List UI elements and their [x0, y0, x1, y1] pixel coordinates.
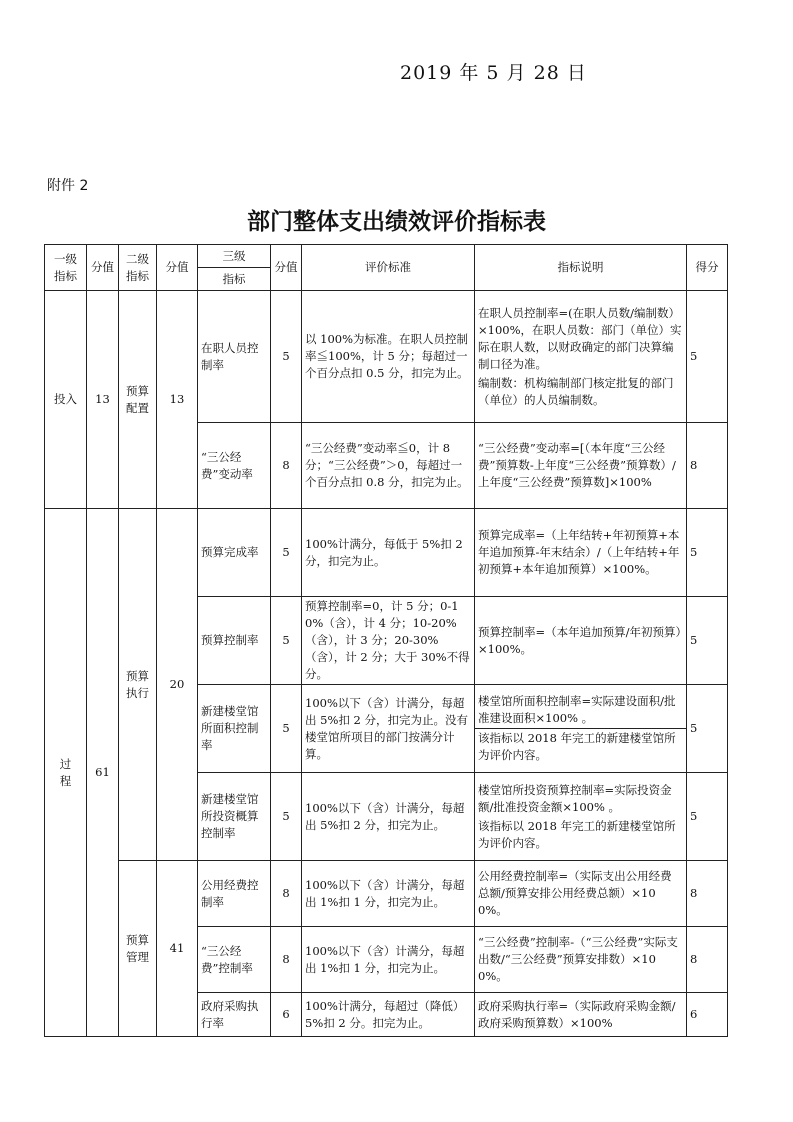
group-input-name: 投入	[45, 291, 87, 509]
description-text-2: 编制数：机构编制部门核定批复的部门（单位）的人员编制数。	[478, 375, 674, 407]
header-score1: 分值	[87, 245, 119, 291]
description-text-2: 该指标以 2018 年完工的新建楼堂馆所为评价内容。	[478, 731, 676, 762]
indicator-score: 5	[271, 509, 302, 597]
indicator-score: 8	[271, 861, 302, 927]
header-criteria: 评价标准	[302, 245, 475, 291]
table-row	[45, 861, 728, 927]
indicator-name: “三公经费”变动率	[198, 423, 271, 509]
header-level3-top: 三级	[198, 245, 271, 268]
description-text: 在职人员控制率=(在职人员数/编制数）×100%，在职人员数：部门（单位）实际在职人数，以财政确定的部门决算编制口径为准。	[478, 305, 682, 371]
indicator-score: 8	[271, 927, 302, 993]
indicator-score: 5	[271, 597, 302, 685]
description-text: 楼堂馆所投资预算控制率=实际投资金额/批准投资金额×100% 。	[478, 782, 672, 814]
group-budget-config-name: 预算配置	[119, 291, 157, 509]
group-process-name-line1: 过	[59, 756, 72, 771]
indicator-score: 8	[271, 423, 302, 509]
result-cell: 5	[687, 291, 728, 423]
header-result: 得分	[687, 245, 728, 291]
result-cell: 5	[687, 773, 728, 861]
document-date: 2019 年 5 月 28 日	[400, 62, 587, 84]
result-cell: 5	[687, 685, 728, 773]
group-budget-mgmt-score: 41	[157, 861, 198, 1037]
description-text: 楼堂馆所面积控制率=实际建设面积/批准建设面积×100% 。	[475, 692, 686, 729]
criteria-cell: 100%以下（含）计满分，每超出 5%扣 2 分，扣完为止。没有楼堂馆所项目的部门按满分计算。	[302, 685, 475, 773]
indicator-name: 新建楼堂馆所面积控制率	[198, 685, 271, 773]
header-level2-line1: 二级	[126, 251, 149, 266]
attachment-label: 附件 2	[47, 178, 89, 194]
table-row	[45, 291, 728, 423]
header-description: 指标说明	[475, 245, 687, 291]
indicator-name: 政府采购执行率	[198, 993, 271, 1037]
criteria-cell: 100%计满分，每低于 5%扣 2 分，扣完为止。	[302, 509, 475, 597]
document-title: 部门整体支出绩效评价指标表	[247, 209, 546, 235]
group-process-name-line2: 程	[59, 773, 72, 788]
description-cell: 公用经费控制率=（实际支出公用经费总额/预算安排公用经费总额）×100%。	[475, 861, 687, 927]
header-level3-bottom: 指标	[198, 268, 271, 291]
criteria-cell: “三公经费”变动率≦0，计 8 分；“三公经费”＞0，每超过一个百分点扣 0.8 分，扣完为止。	[302, 423, 475, 509]
header-score3: 分值	[271, 245, 302, 291]
result-cell: 8	[687, 861, 728, 927]
indicator-name: 在职人员控制率	[198, 291, 271, 423]
header-score2: 分值	[157, 245, 198, 291]
criteria-cell: 预算控制率=0，计 5 分；0-10%（含），计 4 分；10-20%（含），计 3 分；20-30%（含），计 2 分；大于 30%不得分。	[302, 597, 475, 685]
result-cell: 8	[687, 423, 728, 509]
indicator-name: 新建楼堂馆所投资概算控制率	[198, 773, 271, 861]
description-cell: 政府采购执行率=（实际政府采购金额/政府采购预算数）×100%	[475, 993, 687, 1037]
indicator-score: 5	[271, 773, 302, 861]
description-cell: “三公经费”变动率=[（本年度“三公经费”预算数-上年度“三公经费”预算数）/上年度“三公经费”预算数]×100%	[475, 423, 687, 509]
criteria-cell: 100%以下（含）计满分，每超出 5%扣 2 分，扣完为止。	[302, 773, 475, 861]
description-cell: “三公经费”控制率-（“三公经费”实际支出数/“三公经费”预算安排数）×100%。	[475, 927, 687, 993]
group-budget-mgmt-name: 预算管理	[119, 861, 157, 1037]
description-cell: 预算完成率=（上年结转+年初预算+本年追加预算-年末结余）/（上年结转+年初预算+本年追加预算）×100%。	[475, 509, 687, 597]
table-row	[45, 509, 728, 597]
header-level1	[45, 245, 87, 291]
indicator-score: 6	[271, 993, 302, 1037]
evaluation-table	[44, 244, 728, 1037]
criteria-cell: 以 100%为标准。在职人员控制率≦100%，计 5 分；每超过一个百分点扣 0.5 分，扣完为止。	[302, 291, 475, 423]
group-budget-exec-name: 预算执行	[119, 509, 157, 861]
description-cell	[475, 291, 687, 423]
header-level2-line2: 指标	[126, 268, 149, 283]
description-text-2: 该指标以 2018 年完工的新建楼堂馆所为评价内容。	[478, 818, 676, 850]
indicator-name: “三公经费”控制率	[198, 927, 271, 993]
criteria-cell: 100%以下（含）计满分，每超出 1%扣 1 分，扣完为止。	[302, 861, 475, 927]
description-cell	[475, 685, 687, 773]
criteria-cell: 100%计满分，每超过（降低）5%扣 2 分。扣完为止。	[302, 993, 475, 1037]
header-level1-line1: 一级	[54, 251, 77, 266]
group-input-score: 13	[87, 291, 119, 509]
criteria-cell: 100%以下（含）计满分，每超出 1%扣 1 分，扣完为止。	[302, 927, 475, 993]
description-cell	[475, 773, 687, 861]
result-cell: 8	[687, 927, 728, 993]
indicator-name: 公用经费控制率	[198, 861, 271, 927]
group-budget-config-score: 13	[157, 291, 198, 509]
result-cell: 6	[687, 993, 728, 1037]
indicator-name: 预算控制率	[198, 597, 271, 685]
indicator-score: 5	[271, 685, 302, 773]
header-level2	[119, 245, 157, 291]
group-process-score: 61	[87, 509, 119, 1037]
result-cell: 5	[687, 509, 728, 597]
group-budget-exec-score: 20	[157, 509, 198, 861]
result-cell: 5	[687, 597, 728, 685]
header-level1-line2: 指标	[54, 268, 77, 283]
indicator-score: 5	[271, 291, 302, 423]
group-process-name	[45, 509, 87, 1037]
indicator-name: 预算完成率	[198, 509, 271, 597]
description-cell: 预算控制率=（本年追加预算/年初预算）×100%。	[475, 597, 687, 685]
